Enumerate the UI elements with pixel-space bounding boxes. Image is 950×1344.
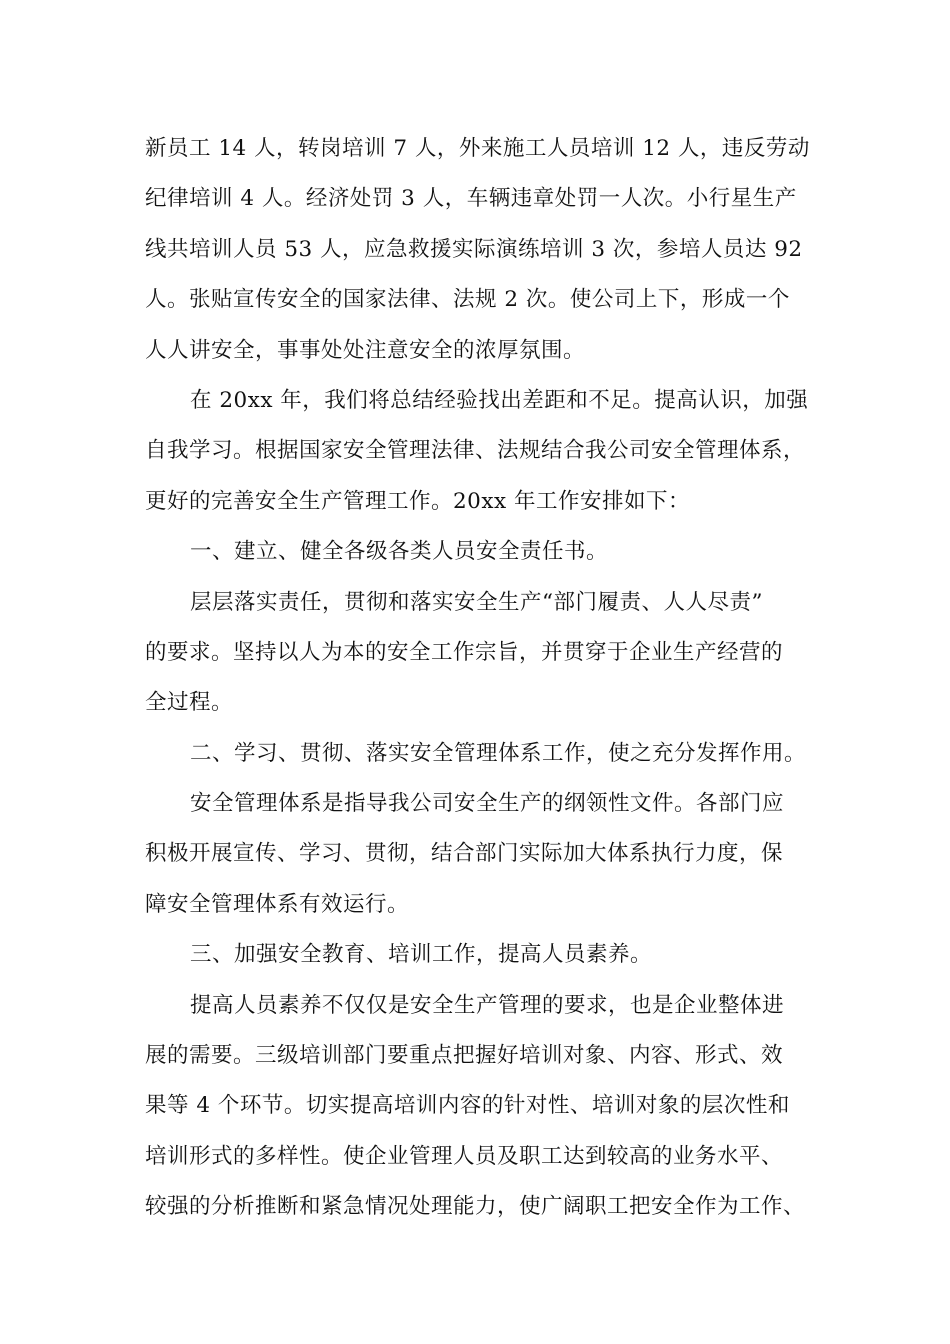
text-line: 培训形式的多样性。使企业管理人员及职工达到较高的业务水平、 [145, 1143, 784, 1169]
text-line: 线共培训人员 53 人，应急救援实际演练培训 3 次，参培人员达 92 [145, 236, 803, 262]
text-line: 的要求。坚持以人为本的安全工作宗旨，并贯穿于企业生产经营的 [145, 639, 784, 665]
text-line: 新员工 14 人，转岗培训 7 人，外来施工人员培训 12 人，违反劳动 [145, 136, 810, 161]
text-line: 果等 4 个环节。切实提高培训内容的针对性、培训对象的层次性和 [145, 1093, 790, 1119]
section-heading-1: 一、建立、健全各级各类人员安全责任书。 [190, 539, 609, 565]
section-heading-2: 二、学习、贯彻、落实安全管理体系工作，使之充分发挥作用。 [190, 740, 807, 766]
text-line: 全过程。 [145, 690, 234, 716]
text-line: 更好的完善安全生产管理工作。20xx 年工作安排如下： [145, 488, 690, 514]
section-heading-3: 三、加强安全教育、培训工作，提高人员素养。 [190, 942, 653, 968]
paragraph-first-line: 在 20xx 年，我们将总结经验找出差距和不足。提高认识，加强 [190, 387, 809, 413]
text-line: 障安全管理体系有效运行。 [145, 891, 410, 917]
text-line: 积极开展宣传、学习、贯彻，结合部门实际加大体系执行力度，保 [145, 841, 784, 867]
paragraph-first-line: 安全管理体系是指导我公司安全生产的纲领性文件。各部门应 [190, 791, 785, 817]
text-line: 自我学习。根据国家安全管理法律、法规结合我公司安全管理体系， [145, 438, 806, 464]
text-line: 展的需要。三级培训部门要重点把握好培训对象、内容、形式、效 [145, 1043, 784, 1069]
text-line: 纪律培训 4 人。经济处罚 3 人，车辆违章处罚一人次。小行星生产 [145, 186, 797, 212]
text-line: 人。张贴宣传安全的国家法律、法规 2 次。使公司上下，形成一个 [145, 287, 790, 313]
paragraph-first-line: 层层落实责任，贯彻和落实安全生产“部门履责、人人尽责” [190, 589, 763, 615]
text-line: 较强的分析推断和紧急情况处理能力，使广阔职工把安全作为工作、 [145, 1194, 806, 1220]
paragraph-first-line: 提高人员素养不仅仅是安全生产管理的要求，也是企业整体进 [190, 992, 785, 1018]
text-line: 人人讲安全，事事处处注意安全的浓厚氛围。 [145, 337, 586, 363]
document-body [145, 124, 825, 1233]
